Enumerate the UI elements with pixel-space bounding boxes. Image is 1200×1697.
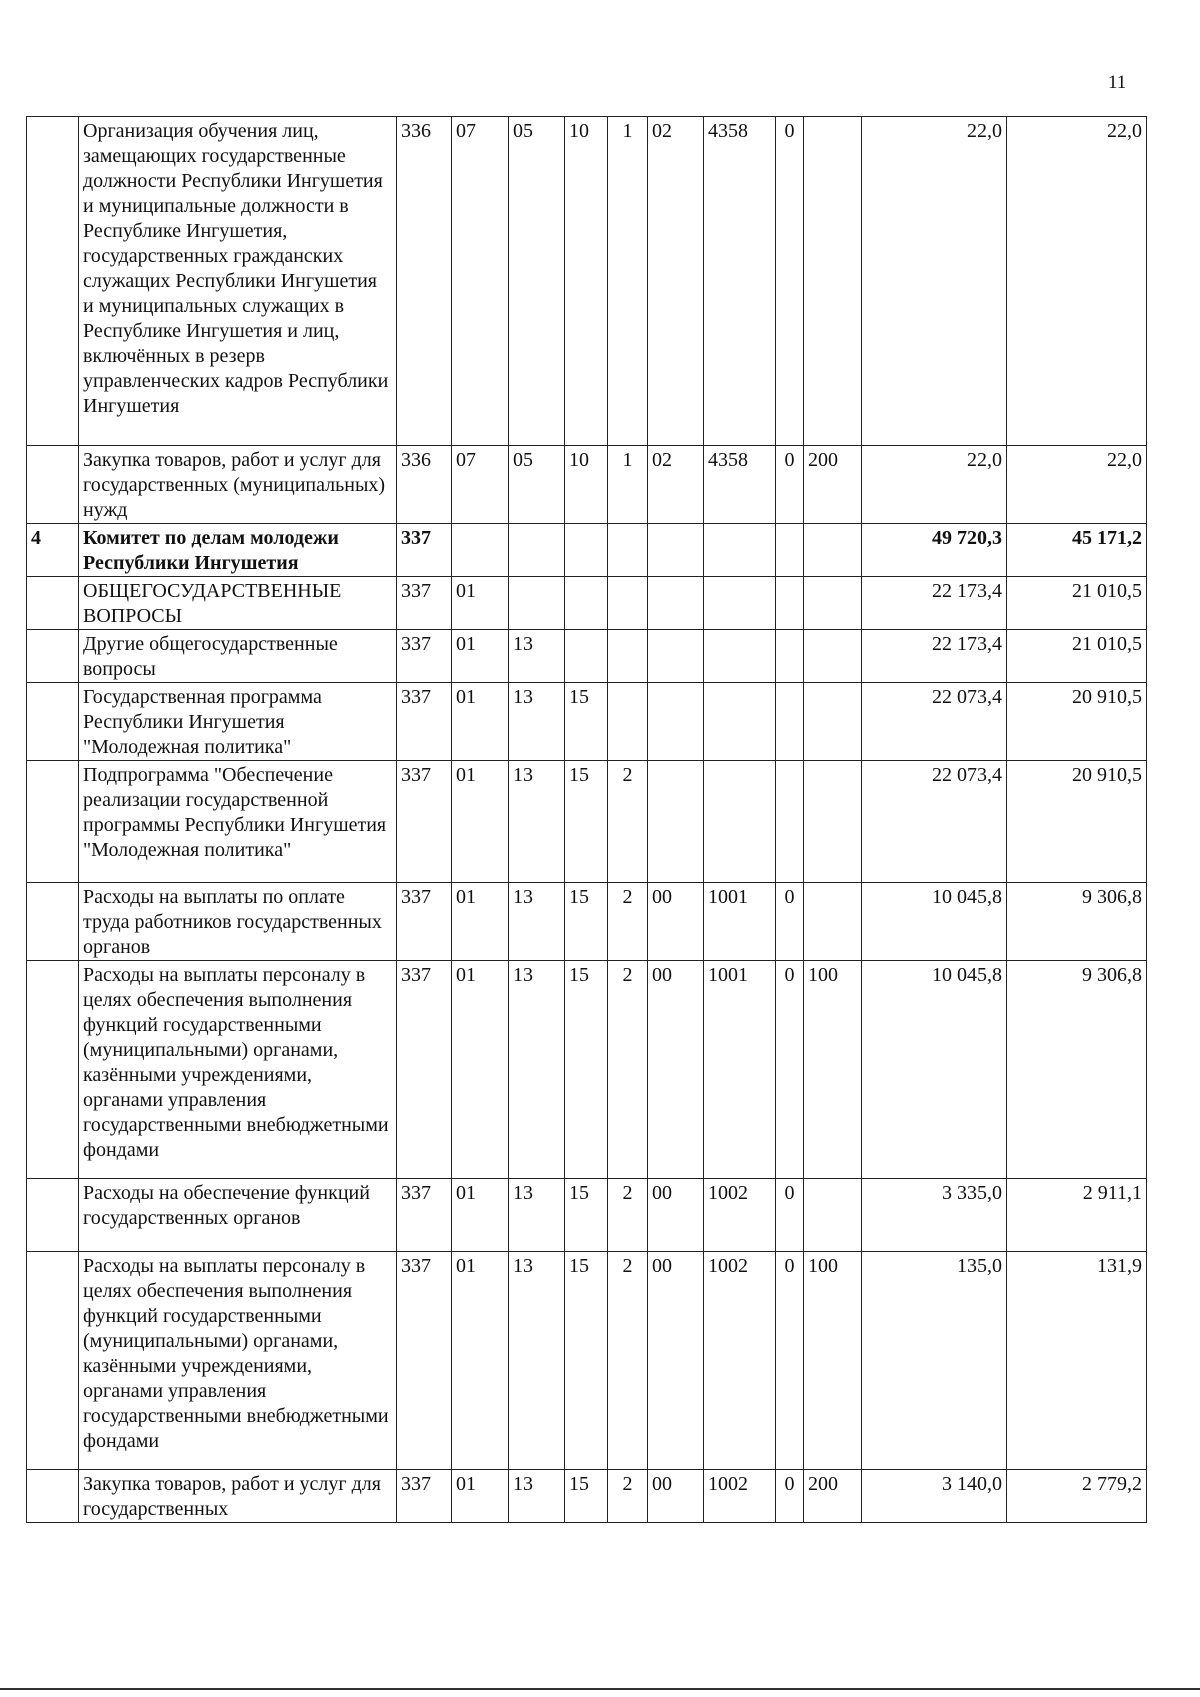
cell-c7: [704, 577, 776, 630]
cell-c2: 01: [452, 1252, 509, 1470]
table-row: [27, 1252, 1147, 1470]
cell-c5: 1: [608, 117, 648, 446]
cell-idx: [27, 577, 79, 630]
cell-name: Комитет по делам молодежи Республики Ингушетия: [79, 524, 397, 577]
cell-c7: 1002: [704, 1470, 776, 1523]
cell-idx: [27, 630, 79, 683]
cell-a2: 45 171,2: [1007, 524, 1147, 577]
cell-c7: 1002: [704, 1179, 776, 1252]
cell-c4: 10: [565, 446, 608, 524]
cell-name: Расходы на выплаты персоналу в целях обеспечения выполнения функций государственными (муниципальными) органами, казёнными учреждениями, органами управления государственными внебюджетными фондами: [79, 1252, 397, 1470]
cell-idx: 4: [27, 524, 79, 577]
cell-name: Расходы на выплаты персоналу в целях обеспечения выполнения функций государственными (муниципальными) органами, казёнными учреждениями, органами управления государственными внебюджетными фондами: [79, 961, 397, 1179]
cell-a1: 22,0: [862, 117, 1007, 446]
table-row: [27, 630, 1147, 683]
cell-name: Государственная программа Республики Ингушетия "Молодежная политика": [79, 683, 397, 761]
cell-c3: 13: [509, 761, 565, 883]
cell-c1: 337: [397, 961, 452, 1179]
cell-c3: [509, 577, 565, 630]
cell-c6: [648, 524, 704, 577]
cell-a2: 9 306,8: [1007, 961, 1147, 1179]
cell-c9: [804, 1179, 862, 1252]
cell-c1: 337: [397, 577, 452, 630]
cell-c7: [704, 630, 776, 683]
cell-c1: 337: [397, 761, 452, 883]
cell-a1: 22 073,4: [862, 683, 1007, 761]
cell-c5: 2: [608, 1252, 648, 1470]
cell-idx: [27, 1470, 79, 1523]
cell-c1: 337: [397, 1252, 452, 1470]
cell-c8: [776, 524, 804, 577]
cell-c1: 337: [397, 1470, 452, 1523]
cell-c3: 13: [509, 1470, 565, 1523]
table-body: [27, 117, 1147, 1523]
cell-c4: 15: [565, 683, 608, 761]
cell-c8: [776, 761, 804, 883]
table-row: [27, 761, 1147, 883]
cell-c8: 0: [776, 961, 804, 1179]
cell-a2: 9 306,8: [1007, 883, 1147, 961]
table-row: [27, 961, 1147, 1179]
cell-name: Расходы на выплаты по оплате труда работников государственных органов: [79, 883, 397, 961]
cell-c8: 0: [776, 1470, 804, 1523]
cell-c7: [704, 761, 776, 883]
cell-c6: 02: [648, 117, 704, 446]
cell-c6: 00: [648, 961, 704, 1179]
cell-c7: [704, 683, 776, 761]
cell-idx: [27, 761, 79, 883]
cell-c8: 0: [776, 883, 804, 961]
table-row: [27, 1470, 1147, 1523]
cell-c2: 07: [452, 446, 509, 524]
cell-c4: 15: [565, 961, 608, 1179]
cell-c4: 15: [565, 1470, 608, 1523]
cell-c2: 01: [452, 761, 509, 883]
cell-c7: 1002: [704, 1252, 776, 1470]
cell-c8: [776, 683, 804, 761]
cell-name: Другие общегосударственные вопросы: [79, 630, 397, 683]
table-row: [27, 883, 1147, 961]
cell-c8: 0: [776, 1252, 804, 1470]
cell-c6: 02: [648, 446, 704, 524]
cell-c6: [648, 683, 704, 761]
cell-a1: 22 173,4: [862, 630, 1007, 683]
cell-c7: 4358: [704, 446, 776, 524]
cell-a2: 20 910,5: [1007, 761, 1147, 883]
cell-name: Подпрограмма "Обеспечение реализации государственной программы Республики Ингушетия "Молодежная политика": [79, 761, 397, 883]
cell-c4: 15: [565, 1179, 608, 1252]
cell-name: Закупка товаров, работ и услуг для государственных: [79, 1470, 397, 1523]
cell-c8: 0: [776, 117, 804, 446]
table-row: [27, 446, 1147, 524]
cell-name: Организация обучения лиц, замещающих государственные должности Республики Ингушетия и муниципальные должности в Республике Ингушетия, государственных гражданских служащих Республики Ингушетия и муниципальных служащих в Республике Ингушетия и лиц, включённых в резерв управленческих кадров Республики Ингушетия: [79, 117, 397, 446]
cell-c9: 200: [804, 446, 862, 524]
cell-a2: 21 010,5: [1007, 630, 1147, 683]
cell-c8: 0: [776, 1179, 804, 1252]
cell-a1: 22 173,4: [862, 577, 1007, 630]
cell-c6: [648, 761, 704, 883]
cell-c6: [648, 630, 704, 683]
cell-a2: 20 910,5: [1007, 683, 1147, 761]
table-row: [27, 117, 1147, 446]
cell-idx: [27, 117, 79, 446]
cell-a1: 49 720,3: [862, 524, 1007, 577]
table-row: [27, 577, 1147, 630]
cell-c9: [804, 577, 862, 630]
cell-c3: [509, 524, 565, 577]
cell-c6: [648, 577, 704, 630]
cell-c7: 4358: [704, 117, 776, 446]
cell-c6: 00: [648, 1179, 704, 1252]
cell-c3: 13: [509, 961, 565, 1179]
cell-c9: [804, 683, 862, 761]
cell-c8: [776, 630, 804, 683]
cell-c2: 01: [452, 1179, 509, 1252]
cell-c5: [608, 630, 648, 683]
cell-c2: 01: [452, 577, 509, 630]
cell-c2: 01: [452, 1470, 509, 1523]
cell-c4: [565, 577, 608, 630]
cell-a2: 2 779,2: [1007, 1470, 1147, 1523]
budget-table: [26, 116, 1147, 1523]
cell-c1: 336: [397, 117, 452, 446]
cell-c9: [804, 883, 862, 961]
cell-c3: 13: [509, 630, 565, 683]
cell-c1: 336: [397, 446, 452, 524]
cell-c4: [565, 524, 608, 577]
cell-c2: 07: [452, 117, 509, 446]
cell-c5: 1: [608, 446, 648, 524]
cell-c6: 00: [648, 883, 704, 961]
cell-a1: 135,0: [862, 1252, 1007, 1470]
cell-idx: [27, 883, 79, 961]
cell-c5: 2: [608, 1179, 648, 1252]
cell-c2: 01: [452, 630, 509, 683]
page-number: 11: [1108, 72, 1127, 93]
cell-c3: 05: [509, 446, 565, 524]
cell-a2: 2 911,1: [1007, 1179, 1147, 1252]
cell-a2: 21 010,5: [1007, 577, 1147, 630]
cell-c6: 00: [648, 1252, 704, 1470]
cell-c4: 15: [565, 883, 608, 961]
cell-name: Закупка товаров, работ и услуг для государственных (муниципальных) нужд: [79, 446, 397, 524]
cell-c2: [452, 524, 509, 577]
cell-a1: 10 045,8: [862, 883, 1007, 961]
cell-c7: 1001: [704, 883, 776, 961]
cell-name: ОБЩЕГОСУДАРСТВЕННЫЕ ВОПРОСЫ: [79, 577, 397, 630]
cell-c4: 10: [565, 117, 608, 446]
cell-c5: [608, 577, 648, 630]
cell-c1: 337: [397, 683, 452, 761]
cell-c2: 01: [452, 883, 509, 961]
cell-c7: [704, 524, 776, 577]
cell-c9: [804, 117, 862, 446]
table-row: [27, 683, 1147, 761]
cell-c1: 337: [397, 1179, 452, 1252]
cell-c8: [776, 577, 804, 630]
cell-c5: [608, 524, 648, 577]
cell-c1: 337: [397, 630, 452, 683]
cell-name: Расходы на обеспечение функций государственных органов: [79, 1179, 397, 1252]
page-bottom-rule: [0, 1688, 1200, 1690]
cell-c3: 13: [509, 883, 565, 961]
cell-c5: 2: [608, 1470, 648, 1523]
cell-c6: 00: [648, 1470, 704, 1523]
cell-c1: 337: [397, 883, 452, 961]
cell-a2: 131,9: [1007, 1252, 1147, 1470]
table-row: [27, 524, 1147, 577]
cell-c5: 2: [608, 961, 648, 1179]
cell-c9: 100: [804, 1252, 862, 1470]
cell-a1: 22,0: [862, 446, 1007, 524]
cell-a1: 22 073,4: [862, 761, 1007, 883]
table-row: [27, 1179, 1147, 1252]
cell-c2: 01: [452, 683, 509, 761]
cell-c8: 0: [776, 446, 804, 524]
cell-idx: [27, 1252, 79, 1470]
cell-idx: [27, 446, 79, 524]
cell-idx: [27, 961, 79, 1179]
cell-c1: 337: [397, 524, 452, 577]
cell-c5: 2: [608, 883, 648, 961]
cell-c3: 05: [509, 117, 565, 446]
cell-a2: 22,0: [1007, 117, 1147, 446]
cell-a2: 22,0: [1007, 446, 1147, 524]
cell-idx: [27, 683, 79, 761]
cell-c3: 13: [509, 1179, 565, 1252]
cell-c4: 15: [565, 761, 608, 883]
cell-c5: [608, 683, 648, 761]
cell-idx: [27, 1179, 79, 1252]
cell-c3: 13: [509, 1252, 565, 1470]
cell-a1: 10 045,8: [862, 961, 1007, 1179]
cell-c9: 200: [804, 1470, 862, 1523]
cell-c3: 13: [509, 683, 565, 761]
cell-c4: 15: [565, 1252, 608, 1470]
cell-c9: [804, 524, 862, 577]
cell-c9: [804, 630, 862, 683]
cell-c4: [565, 630, 608, 683]
cell-c9: 100: [804, 961, 862, 1179]
cell-a1: 3 140,0: [862, 1470, 1007, 1523]
cell-c7: 1001: [704, 961, 776, 1179]
cell-c2: 01: [452, 961, 509, 1179]
cell-c5: 2: [608, 761, 648, 883]
cell-a1: 3 335,0: [862, 1179, 1007, 1252]
cell-c9: [804, 761, 862, 883]
